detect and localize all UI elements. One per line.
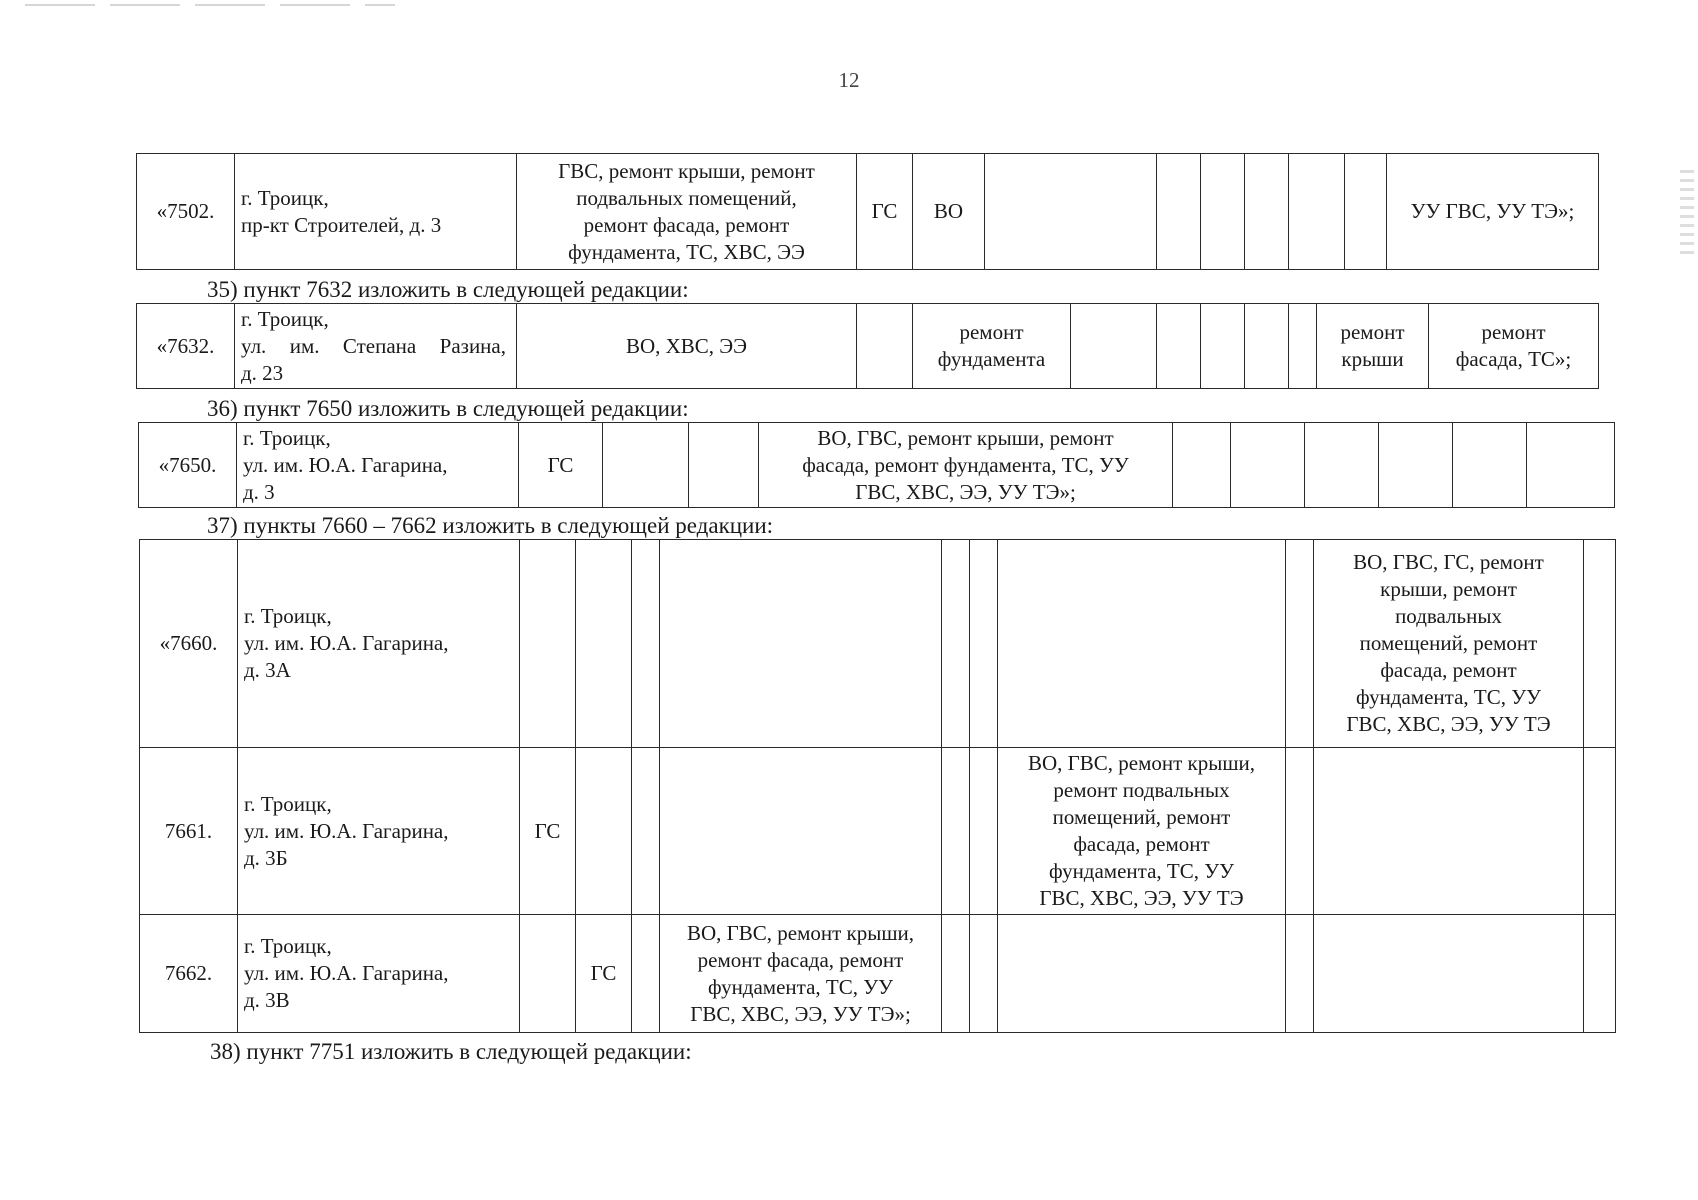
works-line: крыши, ремонт <box>1380 577 1517 601</box>
empty-cell <box>1173 423 1231 508</box>
works-line: ремонт <box>1481 320 1546 344</box>
address-cell <box>238 748 520 915</box>
address-line: г. Троицк, <box>244 934 332 958</box>
works-line: ВО, ГВС, ремонт крыши, <box>1027 751 1256 775</box>
empty-cell <box>520 540 576 748</box>
scan-artifact <box>25 4 395 6</box>
empty-cell <box>1314 915 1584 1033</box>
table-row <box>140 540 1616 748</box>
empty-cell <box>689 423 759 508</box>
empty-cell <box>1584 915 1616 1033</box>
instruction-36: 36) пункт 7650 изложить в следующей редакции: <box>207 396 689 421</box>
address-line: г. Троицк, <box>241 306 329 331</box>
works-line: ремонт <box>1340 320 1405 344</box>
works-line: фундамента, ТС, УУ <box>1048 859 1234 883</box>
empty-cell <box>1453 423 1527 508</box>
gs-cell: ГС <box>520 748 576 915</box>
empty-cell <box>1289 154 1345 270</box>
works-cell <box>660 915 942 1033</box>
address-line: д. 3Б <box>244 845 288 870</box>
works-line: ВО, ГВС, ремонт крыши, ремонт <box>817 425 1114 450</box>
empty-cell <box>942 915 970 1033</box>
address-cell <box>235 304 517 389</box>
empty-cell <box>1157 304 1201 389</box>
works-cell <box>1314 540 1584 748</box>
works-line: помещений, ремонт <box>1052 805 1231 829</box>
table-7502 <box>136 153 1599 270</box>
works-line: фасада, ремонт <box>1073 832 1210 856</box>
works-line: ремонт фасада, ремонт <box>697 947 904 972</box>
empty-cell <box>576 748 632 915</box>
instruction-35: 35) пункт 7632 изложить в следующей редакции: <box>207 277 689 302</box>
works-line: ГВС, ХВС, ЭЭ, УУ ТЭ»; <box>855 479 1076 504</box>
empty-cell <box>1201 154 1245 270</box>
works-line: ремонт <box>959 320 1024 344</box>
works-line: крыши <box>1341 347 1404 371</box>
empty-cell <box>632 748 660 915</box>
table-row <box>140 748 1616 915</box>
address-cell <box>235 154 517 270</box>
address-line: г. Троицк, <box>244 791 332 816</box>
address-line: ул. им. Степана Разина, <box>241 333 506 358</box>
empty-cell <box>1071 304 1157 389</box>
empty-cell <box>603 423 689 508</box>
address-line: д. 3В <box>244 988 290 1012</box>
empty-cell <box>1245 154 1289 270</box>
empty-cell <box>857 304 913 389</box>
page-number: 12 <box>838 68 860 92</box>
address-cell <box>238 915 520 1033</box>
table-row <box>137 154 1599 270</box>
empty-cell <box>1314 748 1584 915</box>
row-number: «7660. <box>140 540 238 748</box>
empty-cell <box>1245 304 1289 389</box>
works-line: фундамента, ТС, УУ <box>707 974 893 999</box>
address-line: г. Троицк, <box>244 604 332 628</box>
empty-cell <box>632 915 660 1033</box>
vo-cell: ВО <box>913 154 985 270</box>
works-cell <box>759 423 1173 508</box>
empty-cell <box>1345 154 1387 270</box>
facade-cell <box>1429 304 1599 389</box>
empty-cell <box>1286 540 1314 748</box>
address-line: г. Троицк, <box>243 425 331 450</box>
empty-cell <box>1231 423 1305 508</box>
works-line: фундамента <box>937 347 1046 371</box>
works-cell <box>517 154 857 270</box>
works-line: фасада, ремонт <box>1380 658 1517 682</box>
address-line: д. 23 <box>241 360 284 385</box>
works-line: фасада, ТС»; <box>1455 347 1572 371</box>
foundation-cell <box>913 304 1071 389</box>
works-line: фундамента, ТС, ХВС, ЭЭ <box>568 239 805 264</box>
empty-cell <box>1379 423 1453 508</box>
row-number: 7661. <box>140 748 238 915</box>
works-line: ВО, ГВС, ремонт крыши, <box>686 920 915 945</box>
address-line: д. 3 <box>243 479 275 504</box>
address-line: г. Троицк, <box>241 185 329 210</box>
works-line: помещений, ремонт <box>1359 631 1538 655</box>
address-line: д. 3А <box>244 658 291 682</box>
table-7660-7662 <box>139 539 1616 1033</box>
table-row <box>140 915 1616 1033</box>
works-line: подвальных <box>1395 604 1502 628</box>
empty-cell <box>1305 423 1379 508</box>
empty-cell <box>1584 540 1616 748</box>
works-line: ремонт фасада, ремонт <box>583 212 790 237</box>
works-line: ГВС, ХВС, ЭЭ, УУ ТЭ <box>1346 712 1551 736</box>
empty-cell <box>970 915 998 1033</box>
row-number: «7632. <box>137 304 235 389</box>
works-line: фундамента, ТС, УУ <box>1355 685 1541 709</box>
empty-cell <box>970 748 998 915</box>
empty-cell <box>998 540 1286 748</box>
empty-cell <box>998 915 1286 1033</box>
roof-cell <box>1317 304 1429 389</box>
empty-cell <box>1201 304 1245 389</box>
works-line: ВО, ГВС, ГС, ремонт <box>1353 550 1544 574</box>
table-row <box>137 304 1599 389</box>
empty-cell <box>942 540 970 748</box>
empty-cell <box>1527 423 1615 508</box>
address-line: пр-кт Строителей, д. 3 <box>241 212 442 237</box>
empty-cell <box>985 154 1157 270</box>
works-line: ГВС, ХВС, ЭЭ, УУ ТЭ»; <box>690 1001 911 1026</box>
scan-artifact <box>1680 170 1694 260</box>
works-line: ГВС, ХВС, ЭЭ, УУ ТЭ <box>1039 886 1244 910</box>
empty-cell <box>942 748 970 915</box>
empty-cell <box>660 540 942 748</box>
empty-cell <box>970 540 998 748</box>
table-7650 <box>138 422 1615 508</box>
empty-cell <box>1584 748 1616 915</box>
address-line: ул. им. Ю.А. Гагарина, <box>243 452 448 477</box>
address-cell <box>238 540 520 748</box>
row-number: 7662. <box>140 915 238 1033</box>
metering-cell: УУ ГВС, УУ ТЭ»; <box>1387 154 1599 270</box>
gs-cell: ГС <box>857 154 913 270</box>
address-line: ул. им. Ю.А. Гагарина, <box>244 818 449 843</box>
address-line: ул. им. Ю.А. Гагарина, <box>244 631 449 655</box>
empty-cell <box>576 540 632 748</box>
instruction-37: 37) пункты 7660 – 7662 изложить в следующей редакции: <box>207 513 774 538</box>
empty-cell <box>520 915 576 1033</box>
row-number: «7650. <box>139 423 237 508</box>
works-line: фасада, ремонт фундамента, ТС, УУ <box>802 452 1129 477</box>
address-cell <box>237 423 519 508</box>
works-cell: ВО, ХВС, ЭЭ <box>517 304 857 389</box>
address-line: ул. им. Ю.А. Гагарина, <box>244 961 449 985</box>
works-line: подвальных помещений, <box>576 185 797 210</box>
empty-cell <box>632 540 660 748</box>
row-number: «7502. <box>137 154 235 270</box>
works-cell <box>998 748 1286 915</box>
works-line: ремонт подвальных <box>1053 778 1230 802</box>
gs-cell: ГС <box>519 423 603 508</box>
empty-cell <box>1286 748 1314 915</box>
empty-cell <box>1289 304 1317 389</box>
empty-cell <box>1157 154 1201 270</box>
works-line: ГВС, ремонт крыши, ремонт <box>558 158 815 183</box>
gs-cell: ГС <box>576 915 632 1033</box>
empty-cell <box>1286 915 1314 1033</box>
instruction-38: 38) пункт 7751 изложить в следующей редакции: <box>210 1039 692 1064</box>
table-7632 <box>136 303 1599 389</box>
table-row <box>139 423 1615 508</box>
empty-cell <box>660 748 942 915</box>
